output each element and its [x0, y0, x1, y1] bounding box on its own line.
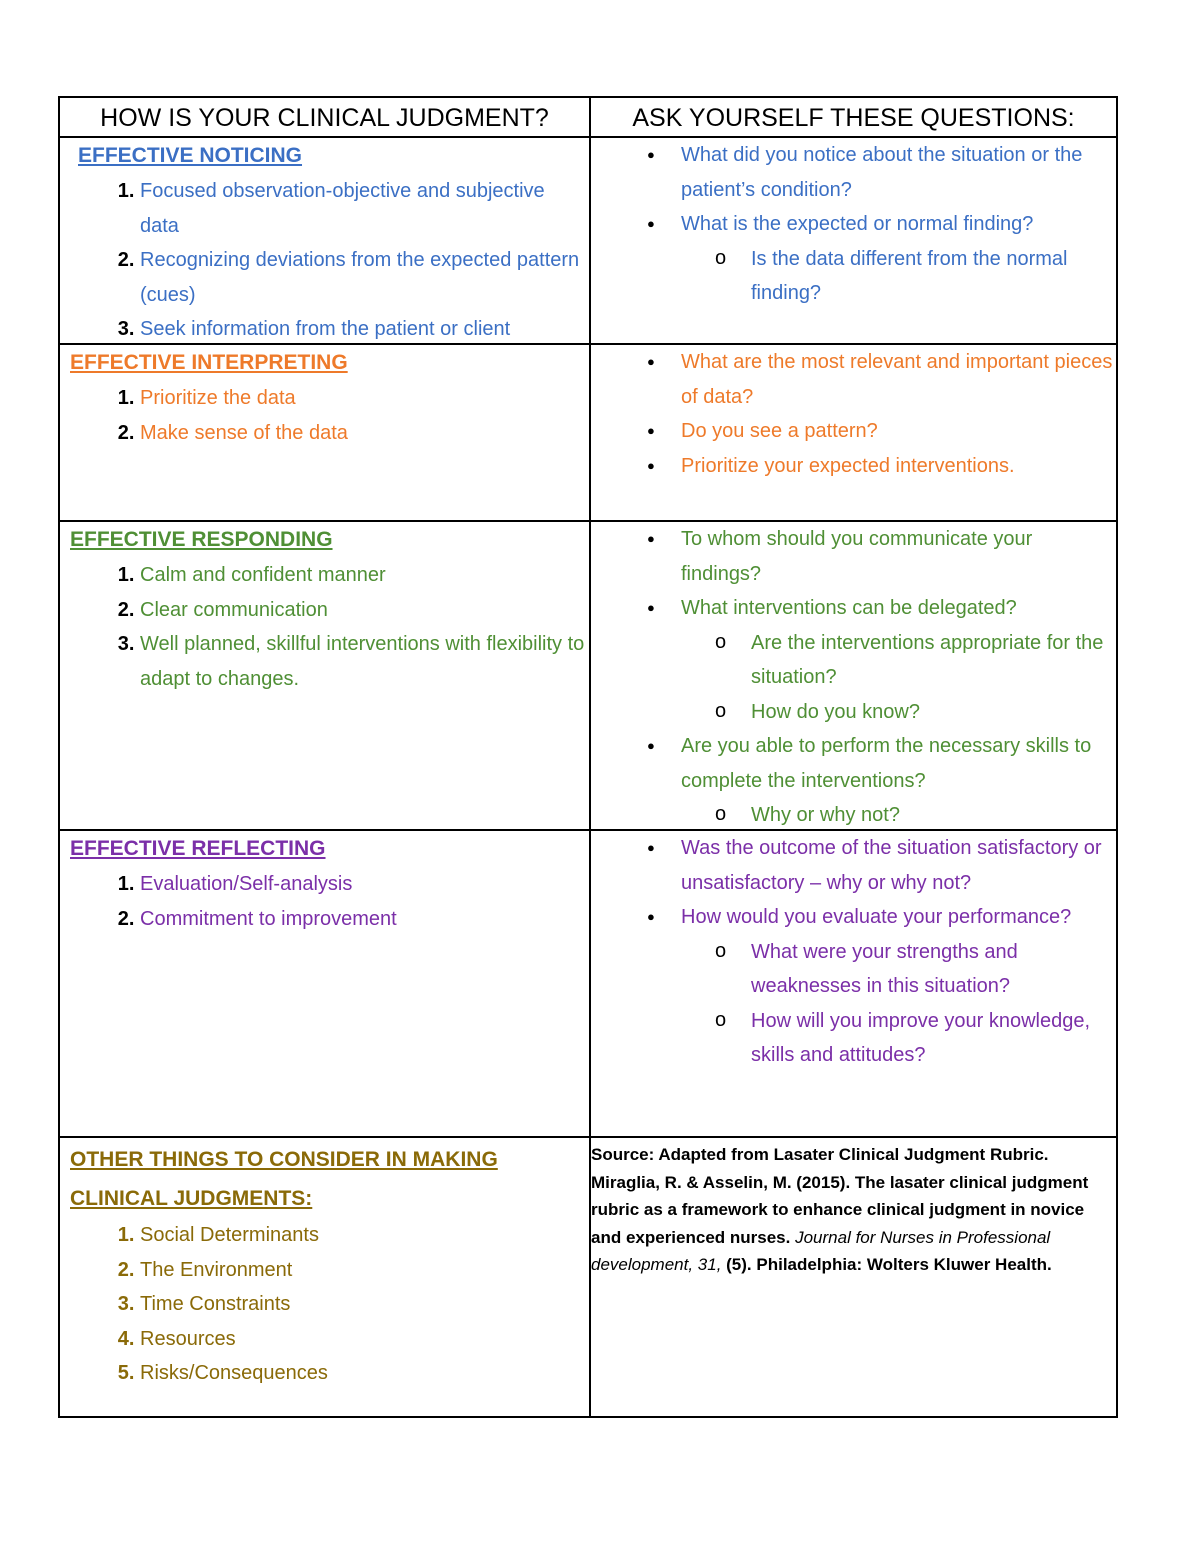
list-item: 1. Social Determinants — [140, 1218, 589, 1253]
clinical-judgment-table — [58, 96, 1118, 1418]
list-item: 2. Recognizing deviations from the expected pattern (cues) — [140, 243, 589, 312]
question-item: ● What are the most relevant and important pieces of data? — [681, 345, 1116, 414]
list-item: 3. Time Constraints — [140, 1287, 589, 1322]
question-item: ● What interventions can be delegated? — [681, 591, 1116, 626]
noticing-questions-cell — [591, 138, 1116, 311]
source-text: Source: Adapted from Lasater Clinical Judgment Rubric. Miraglia, R. & Asselin, M. (2015). The lasater clinical judgment rubric as a framework to enhance clinical judgment in novice and experienced nurses. — [591, 1145, 1089, 1247]
responding-list — [70, 558, 589, 696]
question-subitem: o Why or why not? — [681, 798, 1116, 833]
other-title — [70, 1140, 589, 1218]
responding-cell — [60, 522, 589, 696]
question-item: ● Are you able to perform the necessary skills to complete the interventions? — [681, 729, 1116, 798]
source-citation — [591, 1139, 1116, 1279]
reflecting-questions-cell — [591, 831, 1116, 1073]
list-item: 1. Prioritize the data — [140, 381, 589, 416]
responding-questions — [601, 522, 1116, 833]
list-item: 3. Seek information from the patient or client — [140, 312, 589, 347]
interpreting-questions — [601, 345, 1116, 483]
interpreting-list — [70, 381, 589, 450]
list-item: 1. Calm and confident manner — [140, 558, 589, 593]
noticing-title: EFFECTIVE NOTICING — [78, 144, 303, 167]
noticing-questions — [601, 138, 1116, 311]
list-item: 1. Evaluation/Self-analysis — [140, 867, 589, 902]
other-list — [70, 1218, 589, 1391]
reflecting-questions — [601, 831, 1116, 1073]
header-right: ASK YOURSELF THESE QUESTIONS: — [632, 104, 1075, 132]
noticing-cell — [60, 138, 589, 347]
reflecting-title: EFFECTIVE REFLECTING — [70, 837, 326, 860]
reflecting-list — [70, 867, 589, 936]
header-left: HOW IS YOUR CLINICAL JUDGMENT? — [100, 104, 549, 132]
row-divider — [60, 1136, 1116, 1138]
responding-title: EFFECTIVE RESPONDING — [70, 528, 333, 551]
question-subitem: o What were your strengths and weaknesses in this situation? — [681, 935, 1116, 1004]
question-subitem: o Is the data different from the normal finding? — [681, 242, 1116, 311]
list-item: 2. Commitment to improvement — [140, 902, 589, 937]
question-item: ● Do you see a pattern? — [681, 414, 1116, 449]
interpreting-questions-cell — [591, 345, 1116, 483]
list-item: 4. Resources — [140, 1322, 589, 1357]
question-subitem: o Are the interventions appropriate for the situation? — [681, 626, 1116, 695]
question-item: ● To whom should you communicate your findings? — [681, 522, 1116, 591]
list-item: 2. Clear communication — [140, 593, 589, 628]
question-item: ● What is the expected or normal finding? — [681, 207, 1116, 242]
question-item: ● What did you notice about the situation or the patient’s condition? — [681, 138, 1116, 207]
question-subitem: o How do you know? — [681, 695, 1116, 730]
list-item: 2. Make sense of the data — [140, 416, 589, 451]
list-item: 2. The Environment — [140, 1253, 589, 1288]
interpreting-cell — [60, 345, 589, 450]
question-item: ● Prioritize your expected interventions. — [681, 449, 1116, 484]
other-title-line2: CLINICAL JUDGMENTS: — [70, 1187, 313, 1210]
other-title-line1: OTHER THINGS TO CONSIDER IN MAKING — [70, 1148, 498, 1171]
responding-questions-cell — [591, 522, 1116, 833]
noticing-list — [78, 174, 589, 347]
list-item: 5. Risks/Consequences — [140, 1356, 589, 1391]
source-journal: Journal for Nurses in Professional development, 31, — [591, 1227, 1051, 1274]
list-item: 3. Well planned, skillful interventions with flexibility to adapt to changes. — [140, 627, 589, 696]
question-item: ● Was the outcome of the situation satisfactory or unsatisfactory – why or why not? — [681, 831, 1116, 900]
question-subitem: o How will you improve your knowledge, skills and attitudes? — [681, 1004, 1116, 1073]
other-considerations-cell — [60, 1140, 589, 1391]
source-publisher: (5). Philadelphia: Wolters Kluwer Health. — [721, 1255, 1052, 1274]
list-item: 1. Focused observation-objective and subjective data — [140, 174, 589, 243]
interpreting-title: EFFECTIVE INTERPRETING — [70, 351, 348, 374]
question-item: ● How would you evaluate your performance? — [681, 900, 1116, 935]
reflecting-cell — [60, 831, 589, 936]
